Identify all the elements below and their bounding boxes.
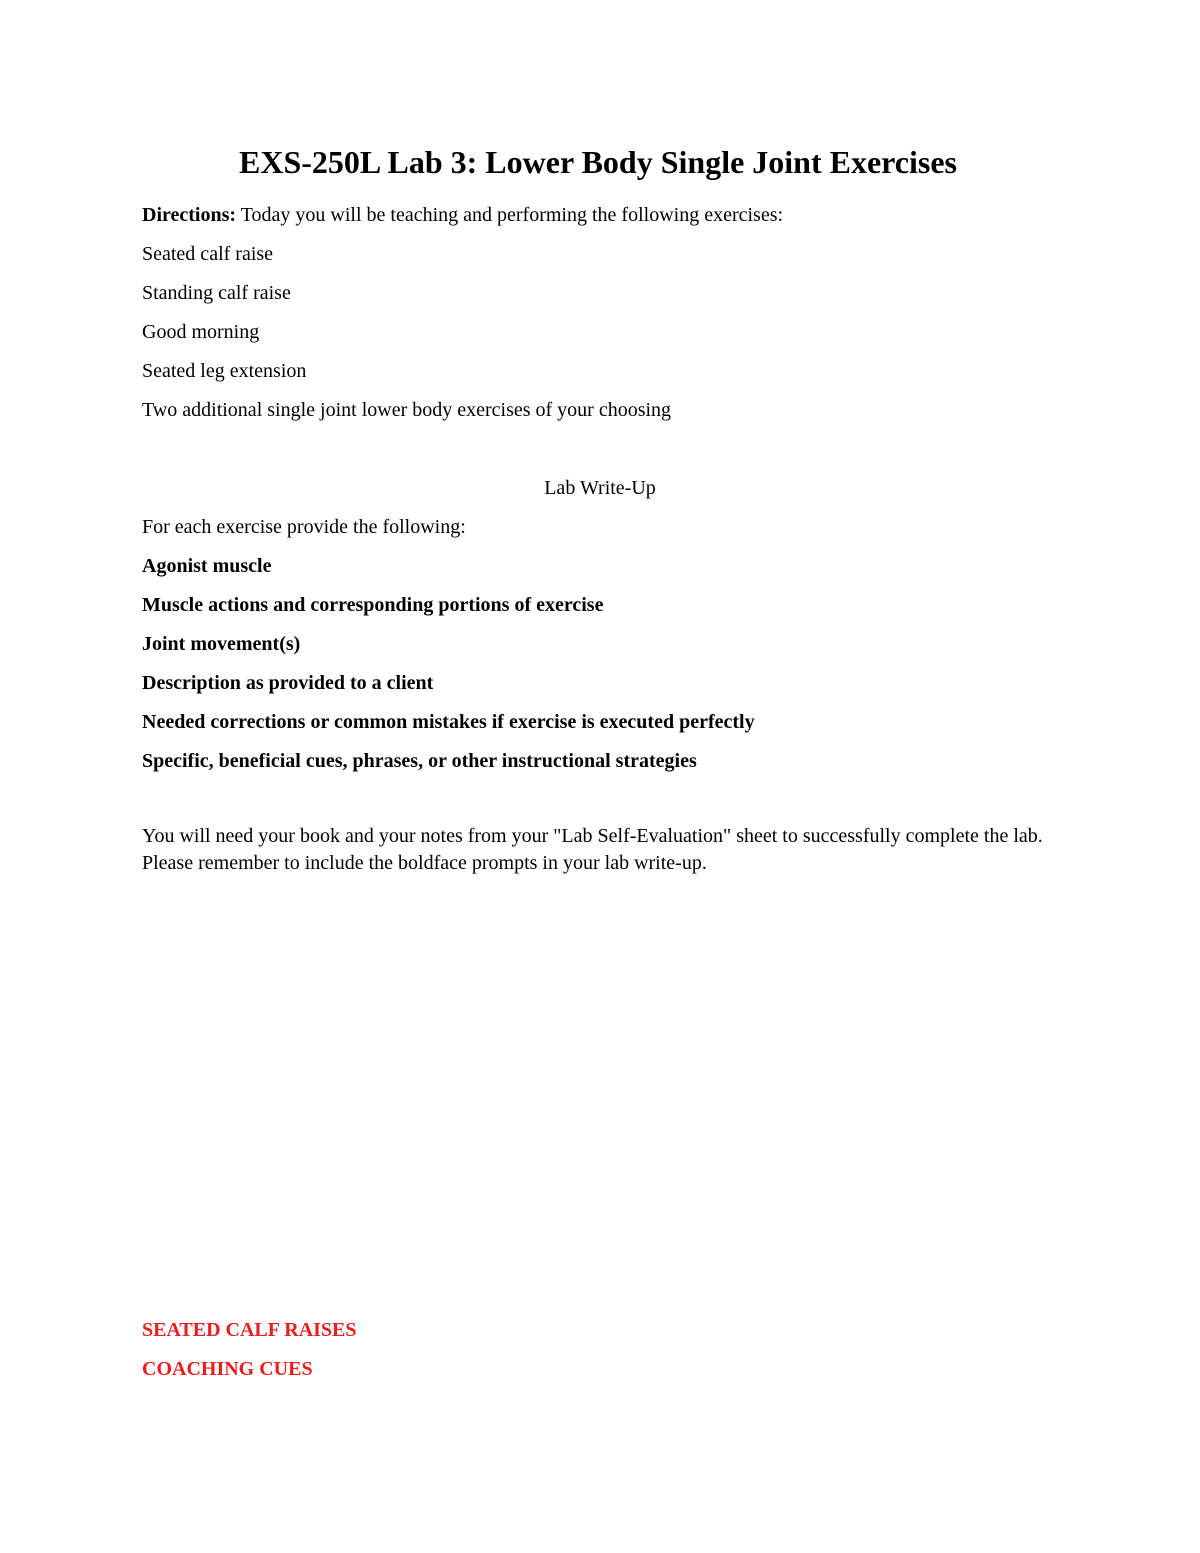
directions-text: Today you will be teaching and performing the following exercises: — [236, 204, 784, 226]
prompt-item: Muscle actions and corresponding portions of exercise — [142, 594, 604, 616]
writeup-intro: For each exercise provide the following: — [142, 516, 466, 538]
exercise-item: Seated leg extension — [142, 360, 307, 382]
prompt-item: Description as provided to a client — [142, 672, 434, 694]
exercise-item: Standing calf raise — [142, 282, 291, 304]
prompt-item: Specific, beneficial cues, phrases, or other instructional strategies — [142, 750, 697, 772]
directions-label: Directions: — [142, 204, 237, 226]
subheading: COACHING CUES — [142, 1358, 313, 1380]
directions-line — [142, 202, 783, 228]
section-heading: SEATED CALF RAISES — [142, 1319, 357, 1341]
prompt-item: Needed corrections or common mistakes if exercise is executed perfectly — [142, 711, 755, 733]
prompt-item: Agonist muscle — [142, 555, 272, 577]
exercise-item: Seated calf raise — [142, 243, 274, 265]
exercise-item: Good morning — [142, 321, 260, 343]
prompt-item: Joint movement(s) — [142, 633, 301, 655]
document-title: EXS-250L Lab 3: Lower Body Single Joint Exercises — [239, 144, 957, 180]
exercise-item: Two additional single joint lower body exercises of your choosing — [142, 399, 672, 421]
closing-note: You will need your book and your notes from your "Lab Self-Evaluation" sheet to successfully complete the lab. Please remember to include the boldface prompts in your lab write-up. — [142, 825, 1043, 874]
writeup-heading: Lab Write-Up — [544, 477, 656, 499]
